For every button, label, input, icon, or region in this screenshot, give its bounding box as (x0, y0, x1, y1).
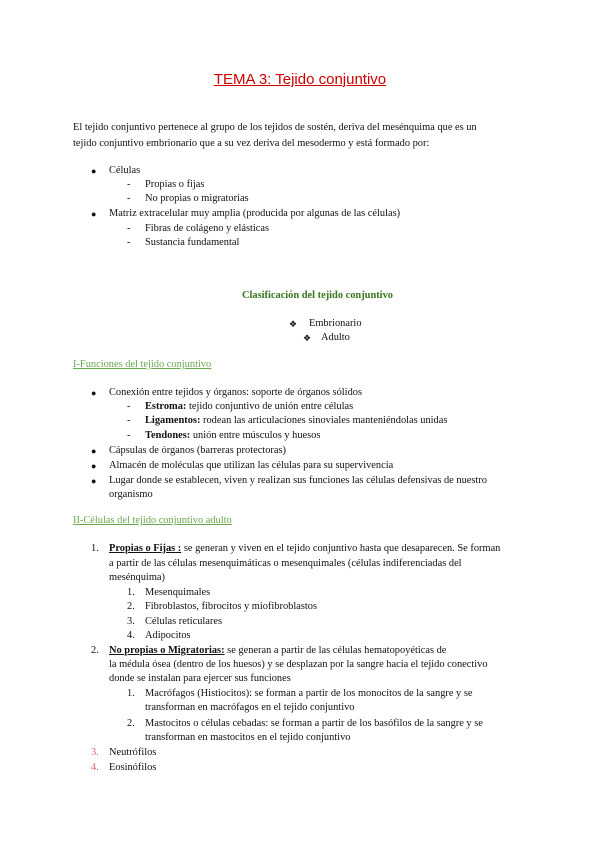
term: No propias o Migratorias: (109, 645, 225, 656)
sub-list-item-continuation: transforman en macrófagos en el tejido conjuntivo (145, 702, 355, 713)
sub-list-item: Fibroblastos, fibrocitos y miofibroblastos (145, 601, 318, 612)
bullet-icon: ● (91, 446, 97, 456)
sub-list-item: Sustancia fundamental (145, 237, 240, 248)
dash-icon: - (127, 237, 131, 248)
sub-list-item: Fibras de colágeno y elásticas (145, 223, 270, 234)
intro-line-2: tejido conjuntivo embrionario que a su vez deriva del mesodermo y está formado por: (73, 138, 430, 149)
list-number: 4. (127, 630, 135, 641)
dash-icon: - (127, 415, 131, 426)
term-text: se generan y viven en el tejido conjuntivo hasta que desaparecen. Se forman (181, 543, 501, 554)
diamond-bullet-icon: ❖ (303, 333, 312, 343)
bullet-icon: ● (91, 166, 97, 176)
list-item-continuation: organismo (109, 489, 153, 500)
list-number: 2. (127, 601, 135, 612)
list-item: Almacén de moléculas que utilizan las células para su supervivencia (109, 460, 394, 471)
list-number: 4. (91, 762, 99, 773)
sub-list-item: Mesenquimales (145, 587, 211, 598)
list-number: 3. (127, 616, 135, 627)
list-item: Neutrófilos (109, 747, 157, 758)
classification-heading: Clasificación del tejido conjuntivo (242, 290, 393, 301)
term: Ligamentos: (145, 415, 201, 426)
term-text: se generan a partir de las células hematopoyéticas de (224, 645, 447, 656)
sub-list-item: Macrófagos (Histiocitos): se forman a partir de los monocitos de la sangre y se (145, 688, 473, 699)
classification-item: Embrionario (309, 318, 362, 329)
term-text: tejido conjuntivo de unión entre células (186, 401, 354, 412)
list-item: Conexión entre tejidos y órganos: soporte de órganos sólidos (109, 387, 363, 398)
page-title: TEMA 3: Tejido conjuntivo (213, 71, 387, 88)
term-text: unión entre músculos y huesos (190, 430, 321, 441)
list-number: 1. (91, 543, 99, 554)
term: Tendones: (145, 430, 191, 441)
list-number: 1. (127, 587, 135, 598)
dash-icon: - (127, 179, 131, 190)
list-item-continuation: donde se instalan para ejercer sus funciones (109, 673, 291, 684)
sub-list-item: Adipocitos (145, 630, 191, 641)
term: Propias o Fijas : (109, 543, 182, 554)
sub-list-item (145, 400, 353, 414)
sub-list-item: Propias o fijas (145, 179, 205, 190)
list-item (109, 542, 500, 556)
dash-icon: - (127, 430, 131, 441)
sub-list-item (145, 429, 320, 443)
dash-icon: - (127, 223, 131, 234)
list-item: Matriz extracelular muy amplia (producida por algunas de las células) (109, 208, 401, 219)
diamond-bullet-icon: ❖ (289, 319, 298, 329)
list-item (109, 644, 446, 658)
list-item-continuation: la médula ósea (dentro de los huesos) y se desplazan por la sangre hacia el tejido conectivo (109, 659, 488, 670)
intro-line-1: El tejido conjuntivo pertenece al grupo de los tejidos de sostén, deriva del mesénquima que es un (73, 122, 477, 133)
list-number: 1. (127, 688, 135, 699)
term: Estroma: (145, 401, 187, 412)
list-item-continuation: mesénquima) (109, 572, 165, 583)
bullet-icon: ● (91, 461, 97, 471)
sub-list-item-continuation: transforman en mastocitos en el tejido conjuntivo (145, 732, 351, 743)
list-number: 2. (91, 645, 99, 656)
list-item-continuation: a partir de las células mesenquimáticas o mesenquimales (células indiferenciadas del (109, 558, 462, 569)
section-heading-cells: II-Células del tejido conjuntivo adulto (73, 515, 232, 526)
list-item: Células (109, 165, 141, 176)
list-number: 3. (91, 747, 99, 758)
bullet-icon: ● (91, 388, 97, 398)
term-text: rodean las articulaciones sinoviales manteniéndolas unidas (200, 415, 448, 426)
list-item: Eosinófilos (109, 762, 157, 773)
sub-list-item: No propias o migratorias (145, 193, 249, 204)
sub-list-item: Mastocitos o células cebadas: se forman a partir de los basófilos de la sangre y se (145, 718, 483, 729)
sub-list-item (145, 414, 447, 428)
section-heading-functions: I-Funciones del tejido conjuntivo (73, 359, 212, 370)
sub-list-item: Células reticulares (145, 616, 223, 627)
list-number: 2. (127, 718, 135, 729)
bullet-icon: ● (91, 476, 97, 486)
list-item: Lugar donde se establecen, viven y realizan sus funciones las células defensivas de nuestro (109, 475, 487, 486)
classification-item: Adulto (321, 332, 350, 343)
bullet-icon: ● (91, 209, 97, 219)
list-item: Cápsulas de órganos (barreras protectoras) (109, 445, 286, 456)
dash-icon: - (127, 193, 131, 204)
dash-icon: - (127, 401, 131, 412)
